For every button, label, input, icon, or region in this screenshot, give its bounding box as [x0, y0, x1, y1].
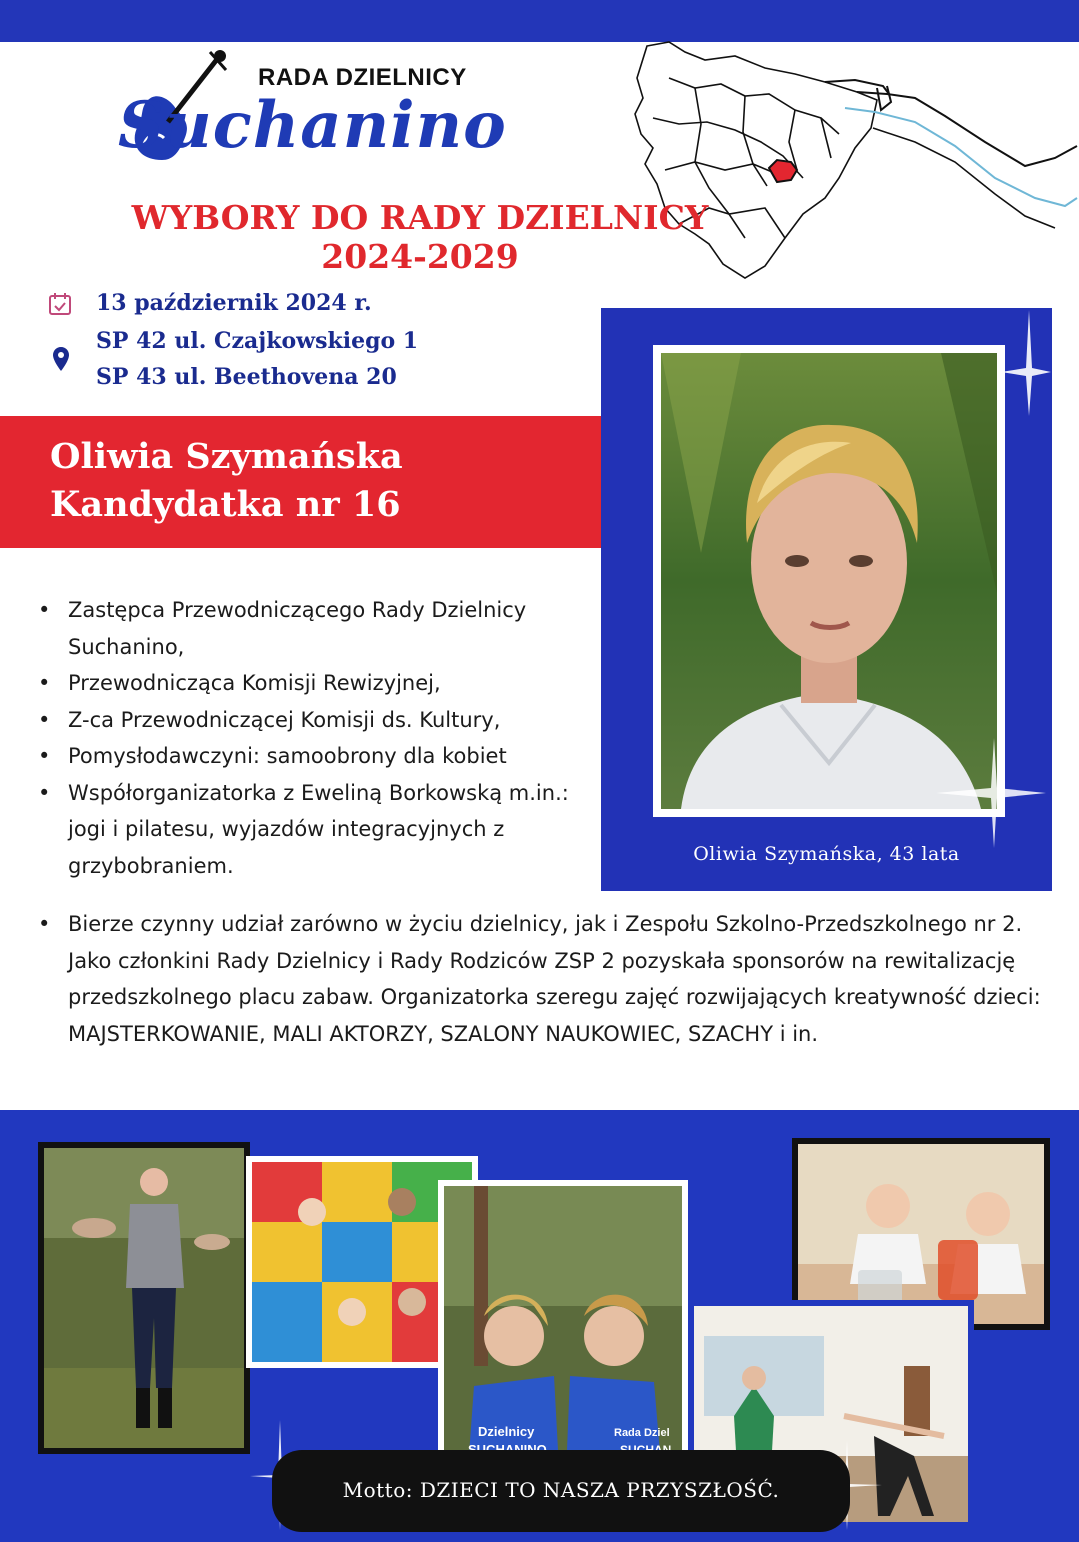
- election-years: 2024-2029: [321, 237, 519, 276]
- district-logo: [118, 48, 518, 178]
- portrait-caption: Oliwia Szymańska, 43 lata: [693, 843, 960, 865]
- map-pin-icon: [52, 346, 70, 372]
- photo-mushrooming: [38, 1142, 250, 1454]
- list-item: • Pomysłodawczyni: samoobrony dla kobiet: [38, 738, 598, 775]
- election-title: [0, 198, 840, 276]
- calendar-check-icon: [48, 292, 72, 316]
- portrait-frame: [601, 308, 1052, 891]
- motto-banner: [272, 1450, 850, 1532]
- list-item: • Przewodnicząca Komisji Rewizyjnej,: [38, 665, 598, 702]
- election-title-line: WYBORY DO RADY DZIELNICY: [131, 198, 709, 237]
- polling-place-2: SP 43 ul. Beethovena 20: [96, 364, 397, 390]
- top-bar: [0, 0, 1079, 42]
- list-item: • Współorganizatorka z Eweliną Borkowską m.in.: jogi i pilatesu, wyjazdów integracyjnych z grzybobraniem.: [38, 775, 598, 885]
- motto-text: Motto: DZIECI TO NASZA PRZYSZŁOŚĆ.: [342, 1478, 780, 1502]
- list-item: • Zastępca Przewodniczącego Rady Dzielnicy Suchanino,: [38, 592, 538, 665]
- candidate-name: Oliwia Szymańska: [50, 436, 403, 477]
- district-name: Suchanino: [118, 88, 507, 163]
- description-list: [38, 906, 1048, 1052]
- sparkle-icon: [981, 308, 1051, 418]
- org-line: RADA DZIELNICY: [258, 64, 467, 91]
- shirt-text-right-1: Rada Dziel: [614, 1427, 670, 1439]
- polling-place-1: SP 42 ul. Czajkowskiego 1: [96, 328, 419, 354]
- list-item: • Z-ca Przewodniczącej Komisji ds. Kultury,: [38, 702, 598, 739]
- election-date: 13 październik 2024 r.: [96, 290, 372, 316]
- roles-list: [38, 592, 598, 884]
- candidate-banner: [0, 416, 603, 548]
- candidate-number: Kandydatka nr 16: [50, 484, 401, 525]
- sparkle-icon: [936, 738, 1046, 848]
- description-paragraph: • Bierze czynny udział zarówno w życiu dzielnicy, jak i Zespołu Szkolno-Przedszkolnego nr 2. Jako członkini Rady Dzielnicy i Rady Rodziców ZSP 2 pozyskała sponsorów na rewitalizację przedszkolnego placu zabaw. Organizatorka szeregu zajęć rozwijających kreatywność dzieci: MAJSTERKOWANIE, MALI AKTORZY, SZALONY NAUKOWIEC, SZACHY i in.: [38, 906, 1048, 1052]
- shirt-text-left-1: Dzielnicy: [478, 1424, 535, 1439]
